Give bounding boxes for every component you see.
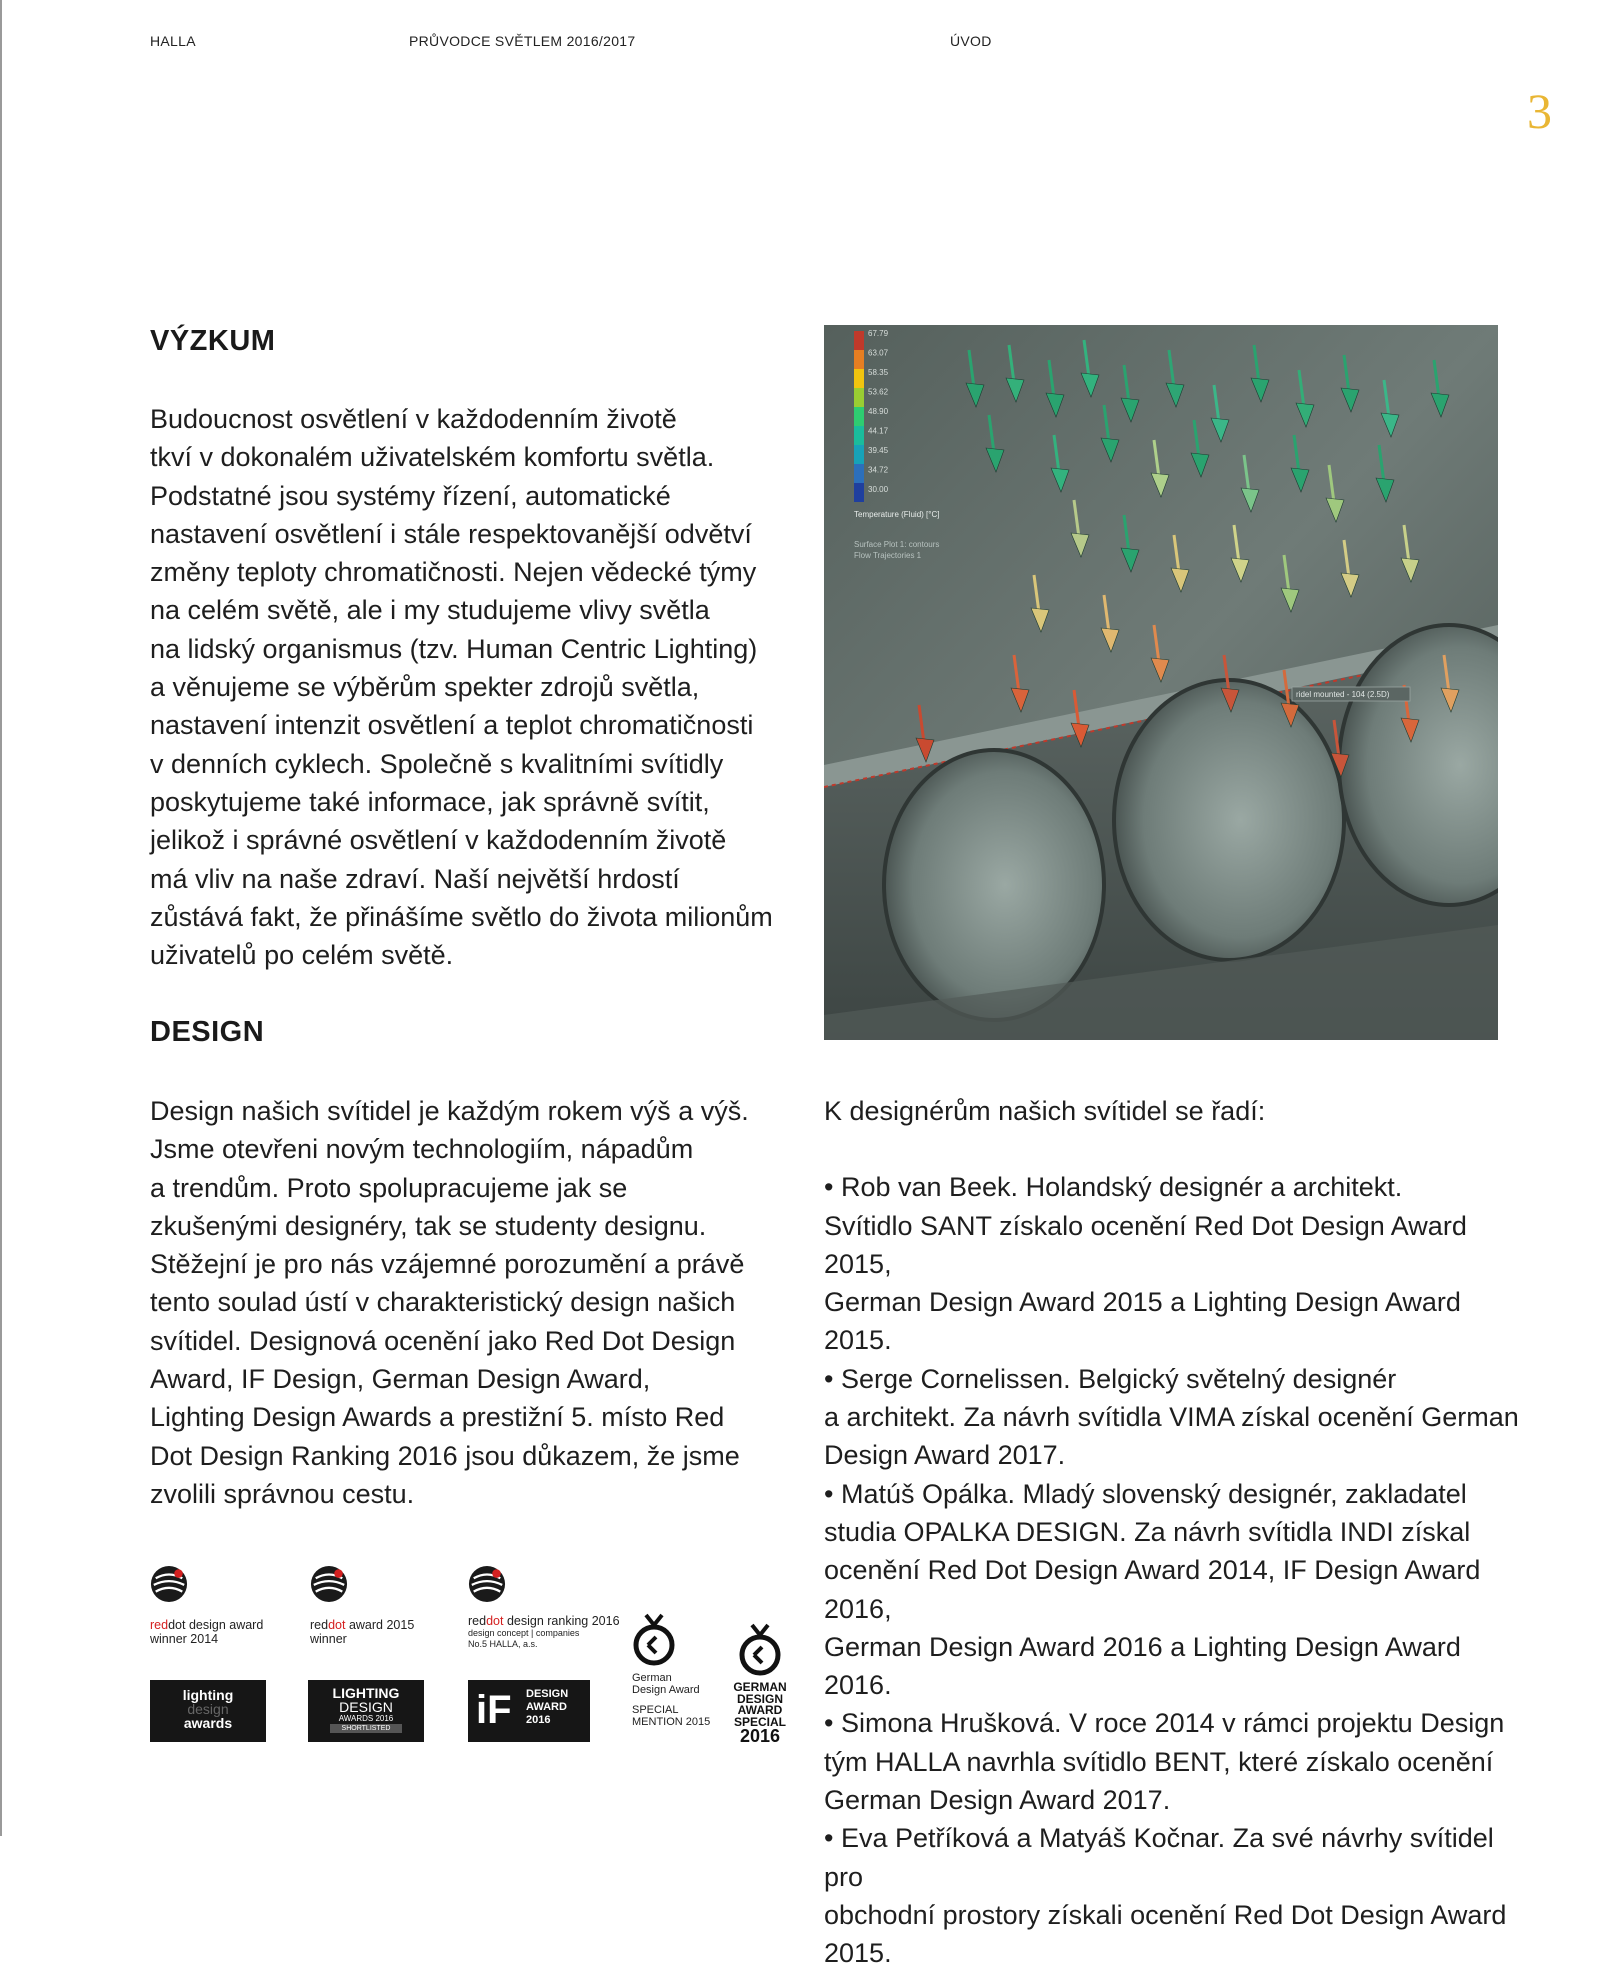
reddot-emblem-icon	[150, 1565, 188, 1603]
part-label: ridel mounted - 104 (2.5D)	[1296, 690, 1390, 699]
gda-2016-line2: DESIGN	[736, 1691, 783, 1706]
airflow-simulation-image	[824, 325, 1498, 1040]
page-number: 3	[1527, 83, 1552, 139]
lda-a-line2: design	[187, 1701, 229, 1717]
reddot-2014-line2: winner 2014	[150, 1632, 219, 1646]
legend-value-label: 58.35	[868, 368, 889, 377]
reddot-ranking-line3: No.5 HALLA, a.s.	[468, 1639, 538, 1649]
gda-special-line4: MENTION 2015	[632, 1716, 711, 1728]
lda-b-line2: DESIGN	[339, 1699, 393, 1715]
reddot-emblem-icon	[310, 1565, 348, 1603]
gda-special-line3: SPECIAL	[632, 1704, 679, 1716]
header-section: ÚVOD	[950, 33, 992, 49]
reddot-ranking-line2: design concept | companies	[468, 1628, 580, 1638]
legend-sub-2: Flow Trajectories 1	[854, 551, 922, 560]
gda-2016-line1: GERMAN	[733, 1680, 787, 1694]
reddot-2014-brand-a: red	[150, 1618, 169, 1632]
designers-section	[824, 1092, 1524, 1973]
gda-special-line1: German	[632, 1672, 672, 1684]
legend-sub-1: Surface Plot 1: contours	[854, 540, 940, 549]
legend-value-label: 53.62	[868, 387, 889, 397]
legend-color-swatch	[854, 350, 864, 369]
legend-color-swatch	[854, 331, 864, 350]
lda-b-line4: SHORTLISTED	[330, 1724, 402, 1733]
if-line1: DESIGN	[526, 1688, 569, 1700]
legend-title: Temperature (Fluid) [°C]	[854, 510, 940, 519]
legend-color-swatch	[854, 483, 864, 502]
reddot-2014-brand-b: dot	[168, 1618, 186, 1632]
if-line2: AWARD	[526, 1701, 567, 1713]
reddot-2015-line2: winner	[310, 1632, 347, 1646]
designers-intro: K designérům našich svítidel se řadí:	[824, 1096, 1266, 1126]
legend-value-label: 48.90	[868, 407, 889, 416]
research-heading: VÝZKUM	[150, 325, 276, 357]
legend-color-swatch	[854, 407, 864, 426]
designer-item: • Serge Cornelissen. Belgický světelný designér a architekt. Za návrh svítidla VIMA získal ocenění German Design Award 2017.	[824, 1363, 1519, 1471]
designer-item: • Simona Hrušková. V roce 2014 v rámci projektu Design tým HALLA navrhla svítidlo BENT, které získalo ocenění German Design Award 2017.	[824, 1708, 1505, 1816]
legend-value-label: 44.17	[868, 426, 889, 436]
designer-item: • Eva Petříková a Matyáš Kočnar. Za své návrhy svítidel pro obchodní prostory získali ocenění Red Dot Design Award 2015.	[824, 1823, 1507, 1969]
reddot-ranking-logo	[468, 1565, 638, 1650]
lda-a-line3: awards	[183, 1715, 233, 1731]
lda-a-line1: lighting	[182, 1687, 234, 1703]
reddot-emblem-icon	[468, 1565, 506, 1603]
header-publication: PRŮVODCE SVĚTLEM 2016/2017	[409, 33, 636, 49]
if-design-award-logo	[468, 1680, 590, 1742]
lighting-design-awards-logo	[150, 1680, 266, 1742]
reddot-2014-logo	[150, 1565, 290, 1646]
designers-list	[824, 1168, 1524, 1972]
lda-b-line3: AWARDS 2016	[338, 1714, 394, 1723]
legend-color-swatch	[854, 388, 864, 407]
german-design-award-medal-icon	[738, 1623, 782, 1677]
design-body: Design našich svítidel je každým rokem výš a výš. Jsme otevřeni novým technologiím, nápadům a trendům. Proto spolupracujeme jak se zkušenými designéry, tak se studenty designu. Stěžejní je pro nás vzájemné porozumění a právě tento soulad ústí v charakteristický design našich svítidel. Designová ocenění jako Red Dot Design Award, IF Design, German Design Award, Lighting Design Awards a prestižní 5. místo Red Dot Design Ranking 2016 jsou důkazem, že jsme zvolili správnou cestu.	[150, 1096, 749, 1509]
gda-2016-line4: SPECIAL	[733, 1714, 786, 1729]
reddot-2015-brand-b: dot	[328, 1618, 346, 1632]
reddot-2014-text: design award	[185, 1618, 264, 1632]
legend-value-label: 30.00	[868, 485, 889, 494]
reddot-2015-brand-a: red	[310, 1618, 329, 1632]
legend-color-swatch	[854, 426, 864, 445]
award-logos	[150, 1565, 810, 1750]
reddot-ranking-text: design ranking 2016	[503, 1614, 620, 1628]
lighting-design-awards-2016-logo	[308, 1680, 424, 1742]
german-design-award-2016-logo	[732, 1623, 788, 1745]
reddot-2015-text: award 2015	[345, 1618, 415, 1632]
design-heading: DESIGN	[150, 1016, 265, 1048]
legend-color-swatch	[854, 445, 864, 464]
gda-2016-line3: AWARD	[737, 1703, 783, 1717]
reddot-2015-logo	[310, 1565, 450, 1646]
legend-value-label: 67.79	[868, 329, 889, 338]
legend-value-label: 63.07	[868, 348, 889, 358]
lda-b-line1: LIGHTING	[332, 1685, 400, 1701]
german-design-special-mention-logo	[632, 1613, 722, 1728]
designer-item: • Rob van Beek. Holandský designér a architekt. Svítidlo SANT získalo ocenění Red Dot Design Award 2015, German Design Award 2015 a Lighting Design Award 2015.	[824, 1172, 1467, 1356]
reddot-ranking-brand-b: dot	[486, 1614, 504, 1628]
legend-value-label: 34.72	[868, 465, 889, 475]
research-body: Budoucnost osvětlení v každodenním životě tkví v dokonalém uživatelském komfortu světla. Podstatné jsou systémy řízení, automatické nastavení osvětlení i stále respektovanější odvětví změny teploty chromatičnosti. Nejen vědecké týmy na celém světě, ale i my studujeme vlivy světla na lidský organismus (tzv. Human Centric Lighting) a věnujeme se výběrům spekter zdrojů světla, nastavení intenzit osvětlení a teplot chromatičnosti v denních cyklech. Společně s kvalitními svítidly poskytujeme také informace, jak správně svítit, jelikož i správné osvětlení v každodenním životě má vliv na naše zdraví. Naší největší hrdostí zůstává fakt, že přinášíme světlo do života milionům uživatelů po celém světě.	[150, 404, 773, 971]
header-brand: HALLA	[150, 33, 196, 49]
gda-2016-line5: 2016	[739, 1726, 781, 1746]
legend-value-label: 39.45	[868, 446, 889, 455]
legend-color-swatch	[854, 464, 864, 483]
gda-special-line2: Design Award	[632, 1684, 700, 1696]
if-logo-mark: iF	[476, 1688, 512, 1732]
if-line3: 2016	[526, 1714, 551, 1726]
legend-color-swatch	[854, 369, 864, 388]
designer-item: • Matúš Opálka. Mladý slovenský designér, zakladatel studia OPALKA DESIGN. Za návrh svítidla INDI získal ocenění Red Dot Design Award 2014, IF Design Award 2016, German Design Award 2016 a Lighting Design Award 2016.	[824, 1478, 1481, 1701]
reddot-ranking-brand-a: red	[468, 1614, 487, 1628]
page-edge-rule	[0, 0, 2, 1836]
german-design-award-medal-icon	[632, 1613, 676, 1667]
